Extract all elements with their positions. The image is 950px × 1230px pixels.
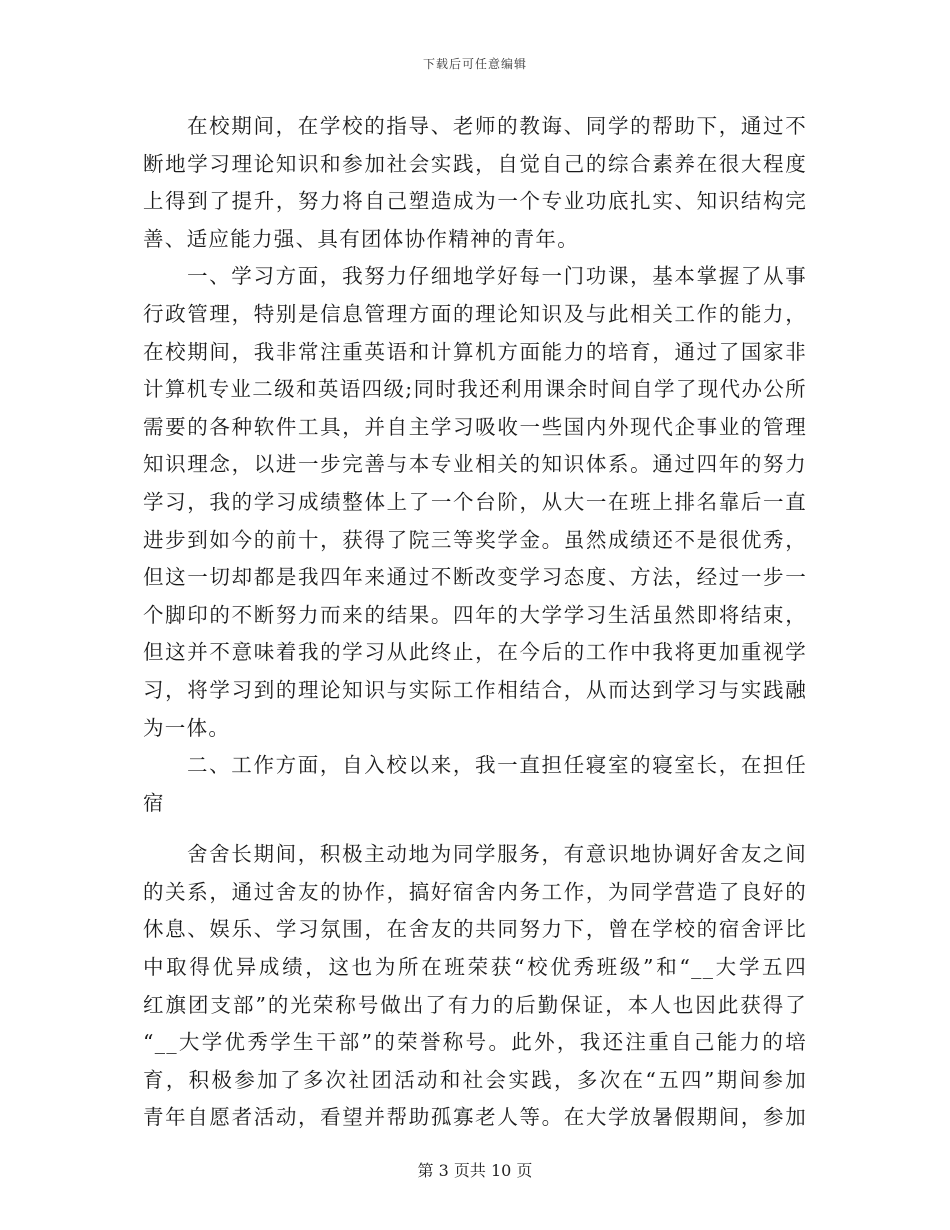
- page-footer: [0, 1158, 950, 1181]
- page-header: [0, 55, 950, 72]
- text-line: 舍舍长期间，积极主动地为同学服务，有意识地协调好舍友之间: [187, 842, 807, 867]
- text-line: 但这一切却都是我四年来通过不断改变学习态度、方法，经过一步一: [143, 565, 807, 590]
- text-line: 断地学习理论知识和参加社会实践，自觉自己的综合素养在很大程度: [143, 151, 807, 176]
- text-line: 进步到如今的前十，获得了院三等奖学金。虽然成绩还不是很优秀，: [143, 527, 807, 552]
- paragraph-gap: [143, 822, 807, 836]
- text-line: 一、学习方面，我努力仔细地学好每一门功课，基本掌握了从事: [187, 264, 807, 289]
- text-line: 上得到了提升，努力将自己塑造成为一个专业功底扎实、知识结构完: [143, 189, 807, 214]
- document-body: [143, 108, 807, 1137]
- text-line: 二、工作方面，自入校以来，我一直担任寝室的寝室长，在担任: [187, 753, 807, 778]
- text-line: 休息、娱乐、学习氛围，在舍友的共同努力下，曾在学校的宿舍评比: [143, 917, 807, 942]
- text-line: 但这并不意味着我的学习从此终止，在今后的工作中我将更加重视学: [143, 640, 807, 665]
- text-line: 知识理念，以进一步完善与本专业相关的知识体系。通过四年的努力: [143, 452, 807, 477]
- text-line: 习，将学习到的理论知识与实际工作相结合，从而达到学习与实践融: [143, 677, 807, 702]
- paragraph: [143, 108, 807, 258]
- text-line: 宿: [143, 790, 165, 815]
- header-note: 下载后可任意编辑: [422, 57, 527, 71]
- text-line: 学习，我的学习成绩整体上了一个台阶，从大一在班上排名靠后一直: [143, 489, 807, 514]
- text-line: 个脚印的不断努力而来的结果。四年的大学学习生活虽然即将结束，: [143, 602, 807, 627]
- paragraph: [143, 836, 807, 1137]
- page-number: 第 3 页共 10 页: [417, 1161, 533, 1180]
- paragraph: [143, 258, 807, 747]
- text-line: 计算机专业二级和英语四级;同时我还利用课余时间自学了现代办公所: [143, 377, 807, 402]
- text-line: “__大学优秀学生干部”的荣誉称号。此外，我还注重自己能力的培: [143, 1030, 807, 1055]
- text-line: 红旗团支部”的光荣称号做出了有力的后勤保证，本人也因此获得了: [143, 992, 807, 1017]
- text-line: 育，积极参加了多次社团活动和社会实践，多次在“五四”期间参加: [143, 1067, 807, 1092]
- text-line: 善、适应能力强、具有团体协作精神的青年。: [143, 226, 579, 251]
- text-line: 在校期间，我非常注重英语和计算机方面能力的培育，通过了国家非: [143, 339, 807, 364]
- paragraph: [143, 747, 807, 822]
- text-line: 需要的各种软件工具，并自主学习吸收一些国内外现代企事业的管理: [143, 414, 807, 439]
- text-line: 的关系，通过舍友的协作，搞好宿舍内务工作，为同学营造了良好的: [143, 879, 807, 904]
- text-line: 中取得优异成绩，这也为所在班荣获“校优秀班级”和“__大学五四: [143, 955, 807, 980]
- text-line: 为一体。: [143, 715, 231, 740]
- text-line: 青年自愿者活动，看望并帮助孤寡老人等。在大学放暑假期间，参加: [143, 1105, 807, 1130]
- text-line: 行政管理，特别是信息管理方面的理论知识及与此相关工作的能力，: [143, 301, 807, 326]
- text-line: 在校期间，在学校的指导、老师的教诲、同学的帮助下，通过不: [187, 114, 807, 138]
